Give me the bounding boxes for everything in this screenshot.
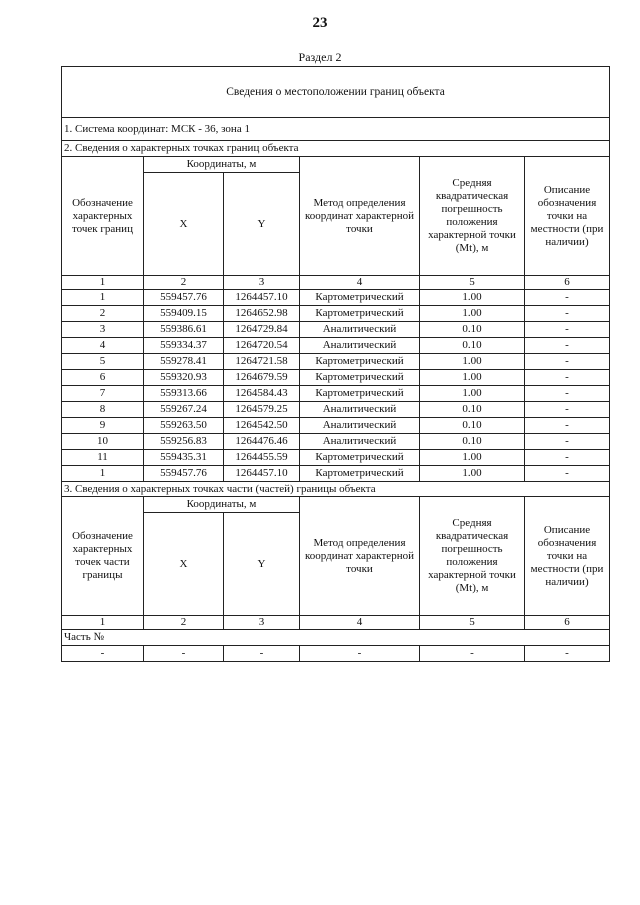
column-number: 3 (224, 616, 300, 630)
table-cell: 1.00 (420, 450, 525, 466)
table-cell: Картометрический (300, 354, 420, 370)
table-cell: Картометрический (300, 290, 420, 306)
table-cell: 1264457.10 (224, 466, 300, 482)
section2-title: 2. Сведения о характерных точках границ объекта (62, 141, 610, 157)
table-cell: 1264584.43 (224, 386, 300, 402)
page-number: 23 (312, 15, 328, 31)
column-number: 1 (62, 616, 144, 630)
column-number: 2 (144, 616, 224, 630)
table-cell: 1264652.98 (224, 306, 300, 322)
table-cell: 1.00 (420, 466, 525, 482)
table-cell: Картометрический (300, 386, 420, 402)
table-cell: 559267.24 (144, 402, 224, 418)
table-cell: 1.00 (420, 370, 525, 386)
table-cell: - (525, 450, 610, 466)
part-label: Часть № (62, 630, 610, 646)
table-cell: - (525, 402, 610, 418)
table-cell: 1264542.50 (224, 418, 300, 434)
section2-column-numbers (62, 276, 610, 290)
table-cell: 0.10 (420, 418, 525, 434)
table-cell: Аналитический (300, 418, 420, 434)
coord-system: 1. Система координат: МСК - 36, зона 1 (62, 118, 610, 141)
column-number: 3 (224, 276, 300, 290)
table-cell: 1.00 (420, 354, 525, 370)
table-cell: 559409.15 (144, 306, 224, 322)
column-number: 5 (420, 276, 525, 290)
table-cell: - (62, 646, 144, 662)
table-cell: 8 (62, 402, 144, 418)
table-cell: - (144, 646, 224, 662)
table-cell: 1 (62, 290, 144, 306)
col-x: X (144, 513, 224, 616)
table-cell: 559256.83 (144, 434, 224, 450)
table-cell: - (525, 338, 610, 354)
section3-title: 3. Сведения о характерных точках части (частей) границы объекта (62, 482, 610, 497)
table-cell: 559457.76 (144, 466, 224, 482)
table-cell: 1264457.10 (224, 290, 300, 306)
table-cell: 1264721.58 (224, 354, 300, 370)
table-cell: - (300, 646, 420, 662)
col-description: Описание обозначения точки на местности (при наличии) (525, 157, 610, 276)
table-cell: 559320.93 (144, 370, 224, 386)
table-cell: 559386.61 (144, 322, 224, 338)
table-cell: 0.10 (420, 338, 525, 354)
table-cell: 559313.66 (144, 386, 224, 402)
column-number: 5 (420, 616, 525, 630)
table-cell: 11 (62, 450, 144, 466)
col-x: X (144, 173, 224, 276)
table-cell: Картометрический (300, 450, 420, 466)
section-label: Раздел 2 (298, 50, 342, 64)
table-cell: 1264579.25 (224, 402, 300, 418)
table-cell: 559278.41 (144, 354, 224, 370)
table-cell: 1264720.54 (224, 338, 300, 354)
table-cell: Аналитический (300, 402, 420, 418)
col-description: Описание обозначения точки на местности (при наличии) (525, 497, 610, 616)
col-part-point-designation: Обозначение характерных точек части границы (62, 497, 144, 616)
table-cell: - (525, 434, 610, 450)
table-cell: 1264455.59 (224, 450, 300, 466)
table-cell: 0.10 (420, 434, 525, 450)
part-label-row (62, 630, 610, 646)
table-cell: - (525, 370, 610, 386)
col-y: Y (224, 173, 300, 276)
table-cell: 10 (62, 434, 144, 450)
coord-system-row (62, 118, 610, 141)
table-cell: 4 (62, 338, 144, 354)
table-cell: - (525, 418, 610, 434)
table-cell: 3 (62, 322, 144, 338)
table-cell: 1 (62, 466, 144, 482)
table-cell: Аналитический (300, 322, 420, 338)
table-cell: Аналитический (300, 434, 420, 450)
boundary-table (61, 66, 610, 662)
table-title-row (62, 67, 610, 118)
column-number: 6 (525, 276, 610, 290)
col-coordinates-group: Координаты, м (144, 497, 300, 513)
table-cell: 559435.31 (144, 450, 224, 466)
table-title: Сведения о местоположении границ объекта (62, 67, 610, 118)
column-number: 2 (144, 276, 224, 290)
table-cell: 1.00 (420, 290, 525, 306)
table-row (62, 466, 610, 482)
table-cell: - (525, 646, 610, 662)
table-cell: 0.10 (420, 322, 525, 338)
table-cell: 5 (62, 354, 144, 370)
table-cell: 6 (62, 370, 144, 386)
table-cell: - (525, 306, 610, 322)
table-cell: Аналитический (300, 338, 420, 354)
table-row (62, 402, 610, 418)
table-cell: - (420, 646, 525, 662)
table-cell: - (525, 386, 610, 402)
table-row (62, 386, 610, 402)
col-method: Метод определения координат характерной точки (300, 497, 420, 616)
table-row (62, 322, 610, 338)
table-cell: 2 (62, 306, 144, 322)
col-coordinates-group: Координаты, м (144, 157, 300, 173)
section3-column-numbers (62, 616, 610, 630)
table-cell: 1.00 (420, 386, 525, 402)
table-row (62, 434, 610, 450)
table-row (62, 306, 610, 322)
col-accuracy: Средняя квадратическая погрешность положения характерной точки (Mt), м (420, 497, 525, 616)
table-cell: Картометрический (300, 306, 420, 322)
table-cell: 1264679.59 (224, 370, 300, 386)
column-number: 6 (525, 616, 610, 630)
table-cell: Картометрический (300, 466, 420, 482)
table-cell: Картометрический (300, 370, 420, 386)
table-cell: - (525, 290, 610, 306)
table-cell: - (525, 322, 610, 338)
table-cell: 1.00 (420, 306, 525, 322)
table-cell: 559457.76 (144, 290, 224, 306)
column-number: 1 (62, 276, 144, 290)
table-cell: - (525, 466, 610, 482)
table-cell: 0.10 (420, 402, 525, 418)
col-y: Y (224, 513, 300, 616)
table-row (62, 418, 610, 434)
table-cell: 7 (62, 386, 144, 402)
table-cell: 1264729.84 (224, 322, 300, 338)
table-cell: - (224, 646, 300, 662)
section2-title-row (62, 141, 610, 157)
table-cell: 9 (62, 418, 144, 434)
table-row (62, 354, 610, 370)
section3-title-row (62, 482, 610, 497)
table-row (62, 338, 610, 354)
section2-header-row (62, 157, 610, 173)
table-cell: 559334.37 (144, 338, 224, 354)
table-cell: - (525, 354, 610, 370)
table-cell: 1264476.46 (224, 434, 300, 450)
section3-header-row (62, 497, 610, 513)
col-point-designation: Обозначение характерных точек границ (62, 157, 144, 276)
column-number: 4 (300, 616, 420, 630)
table-row (62, 370, 610, 386)
table-cell: 559263.50 (144, 418, 224, 434)
table-row (62, 290, 610, 306)
col-method: Метод определения координат характерной точки (300, 157, 420, 276)
col-accuracy: Средняя квадратическая погрешность положения характерной точки (Mt), м (420, 157, 525, 276)
table-row (62, 450, 610, 466)
column-number: 4 (300, 276, 420, 290)
part-empty-row (62, 646, 610, 662)
